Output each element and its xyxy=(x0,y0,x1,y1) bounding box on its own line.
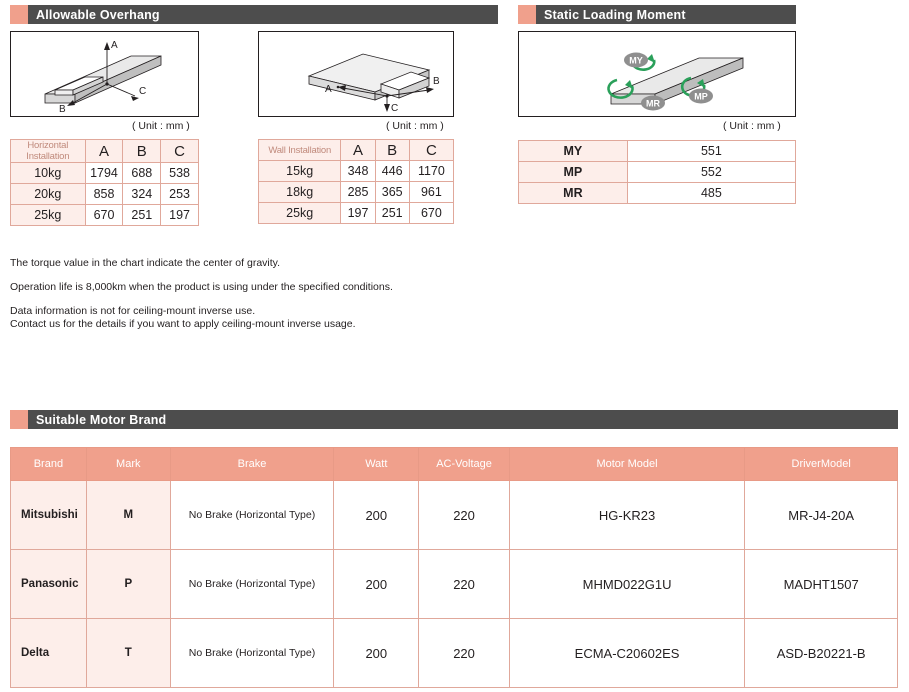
cell-load: 18kg xyxy=(259,182,341,203)
col-header-driver-model: DriverModel xyxy=(745,448,898,481)
svg-text:C: C xyxy=(391,103,399,114)
figure-static-loading xyxy=(518,31,796,117)
accent-swatch xyxy=(10,5,28,24)
svg-text:MY: MY xyxy=(629,55,643,66)
note-operation-life: Operation life is 8,000km when the product is using under the specified conditions. xyxy=(10,281,393,293)
section-header-allowable-overhang xyxy=(10,5,498,24)
cell-driver-model: ASD-B20221-B xyxy=(745,619,898,688)
cell-key-mp: MP xyxy=(519,162,628,183)
section-title-allowable-overhang: Allowable Overhang xyxy=(28,5,498,24)
col-header-a: A xyxy=(341,140,375,161)
table-row xyxy=(519,183,796,204)
cell-a: 670 xyxy=(85,205,123,226)
table-row-label-horizontal: Horizontal Installation xyxy=(11,140,86,163)
cell-value-mr: 485 xyxy=(627,183,795,204)
cell-b: 446 xyxy=(375,161,409,182)
cell-brake: No Brake (Horizontal Type) xyxy=(170,481,334,550)
cell-load: 25kg xyxy=(259,203,341,224)
accent-swatch xyxy=(518,5,536,24)
table-row xyxy=(11,550,898,619)
col-header-motor-model: Motor Model xyxy=(509,448,745,481)
cell-b: 688 xyxy=(123,163,161,184)
cell-key-my: MY xyxy=(519,141,628,162)
cell-mark: P xyxy=(86,550,170,619)
section-header-suitable-motor-brand xyxy=(10,410,898,429)
section-title-static-loading-moment: Static Loading Moment xyxy=(536,5,796,24)
section-header-static-loading-moment xyxy=(518,5,796,24)
cell-mark: M xyxy=(86,481,170,550)
cell-load: 25kg xyxy=(11,205,86,226)
table-suitable-motor-brand xyxy=(10,447,898,688)
cell-brand: Panasonic xyxy=(11,550,87,619)
cell-watt: 200 xyxy=(334,481,419,550)
cell-c: 1170 xyxy=(409,161,453,182)
table-horizontal-installation xyxy=(10,139,199,226)
cell-motor-model: HG-KR23 xyxy=(509,481,745,550)
svg-text:A: A xyxy=(325,84,332,95)
cell-load: 15kg xyxy=(259,161,341,182)
figure-unit-horizontal: ( Unit : mm ) xyxy=(132,120,190,132)
svg-text:A: A xyxy=(111,40,118,51)
cell-key-mr: MR xyxy=(519,183,628,204)
table-row xyxy=(11,619,898,688)
col-header-a: A xyxy=(85,140,123,163)
horizontal-overhang-diagram xyxy=(11,32,198,116)
cell-voltage: 220 xyxy=(419,481,509,550)
cell-voltage: 220 xyxy=(419,550,509,619)
cell-brake: No Brake (Horizontal Type) xyxy=(170,550,334,619)
table-row xyxy=(259,161,454,182)
table-row xyxy=(519,162,796,183)
cell-c: 197 xyxy=(161,205,199,226)
cell-motor-model: MHMD022G1U xyxy=(509,550,745,619)
figure-unit-wall: ( Unit : mm ) xyxy=(386,120,444,132)
static-loading-diagram xyxy=(519,32,795,116)
table-row xyxy=(11,481,898,550)
cell-c: 961 xyxy=(409,182,453,203)
figure-wall-installation xyxy=(258,31,454,117)
col-header-c: C xyxy=(409,140,453,161)
table-row xyxy=(11,184,199,205)
cell-b: 324 xyxy=(123,184,161,205)
section-title-suitable-motor-brand: Suitable Motor Brand xyxy=(28,410,898,429)
cell-b: 251 xyxy=(123,205,161,226)
svg-text:B: B xyxy=(433,76,440,87)
cell-c: 538 xyxy=(161,163,199,184)
cell-mark: T xyxy=(86,619,170,688)
col-header-ac-voltage: AC-Voltage xyxy=(419,448,509,481)
figure-horizontal-installation xyxy=(10,31,199,117)
cell-load: 20kg xyxy=(11,184,86,205)
cell-a: 1794 xyxy=(85,163,123,184)
col-header-b: B xyxy=(123,140,161,163)
note-ceiling-mount-2: Contact us for the details if you want to apply ceiling-mount inverse usage. xyxy=(10,318,356,330)
svg-text:B: B xyxy=(59,104,66,115)
table-row xyxy=(11,205,199,226)
col-header-brake: Brake xyxy=(170,448,334,481)
cell-driver-model: MR-J4-20A xyxy=(745,481,898,550)
table-header-row xyxy=(259,140,454,161)
note-ceiling-mount-1: Data information is not for ceiling-mount inverse use. xyxy=(10,305,256,317)
cell-brand: Delta xyxy=(11,619,87,688)
col-header-brand: Brand xyxy=(11,448,87,481)
cell-c: 253 xyxy=(161,184,199,205)
svg-text:MR: MR xyxy=(646,98,660,109)
cell-a: 285 xyxy=(341,182,375,203)
note-torque-center-of-gravity: The torque value in the chart indicate the center of gravity. xyxy=(10,257,281,269)
cell-c: 670 xyxy=(409,203,453,224)
cell-b: 251 xyxy=(375,203,409,224)
figure-unit-static: ( Unit : mm ) xyxy=(723,120,781,132)
cell-watt: 200 xyxy=(334,550,419,619)
cell-value-my: 551 xyxy=(627,141,795,162)
cell-b: 365 xyxy=(375,182,409,203)
col-header-c: C xyxy=(161,140,199,163)
table-row xyxy=(259,182,454,203)
col-header-b: B xyxy=(375,140,409,161)
accent-swatch xyxy=(10,410,28,429)
cell-motor-model: ECMA-C20602ES xyxy=(509,619,745,688)
svg-text:MP: MP xyxy=(694,91,708,102)
cell-watt: 200 xyxy=(334,619,419,688)
col-header-mark: Mark xyxy=(86,448,170,481)
col-header-watt: Watt xyxy=(334,448,419,481)
table-row xyxy=(11,163,199,184)
table-wall-installation xyxy=(258,139,454,224)
cell-load: 10kg xyxy=(11,163,86,184)
cell-voltage: 220 xyxy=(419,619,509,688)
cell-a: 348 xyxy=(341,161,375,182)
svg-text:C: C xyxy=(139,86,147,97)
cell-value-mp: 552 xyxy=(627,162,795,183)
table-row xyxy=(259,203,454,224)
cell-brand: Mitsubishi xyxy=(11,481,87,550)
cell-brake: No Brake (Horizontal Type) xyxy=(170,619,334,688)
table-row xyxy=(519,141,796,162)
table-row-label-wall: Wall Installation xyxy=(259,140,341,161)
cell-a: 197 xyxy=(341,203,375,224)
table-header-row xyxy=(11,448,898,481)
table-static-loading-moment xyxy=(518,140,796,204)
cell-a: 858 xyxy=(85,184,123,205)
cell-driver-model: MADHT1507 xyxy=(745,550,898,619)
table-header-row xyxy=(11,140,199,163)
wall-overhang-diagram xyxy=(259,32,453,116)
